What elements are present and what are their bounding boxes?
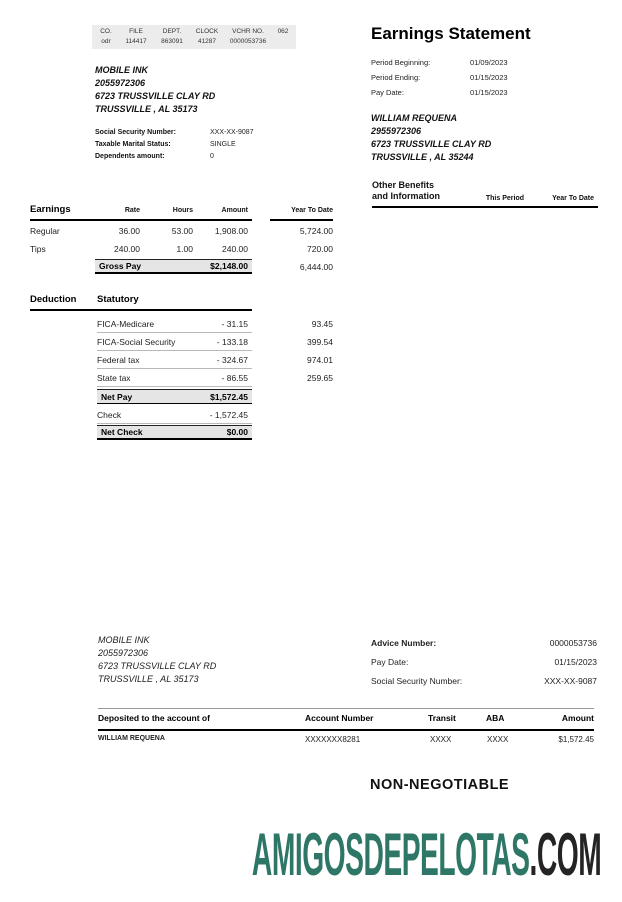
advice-number-label: Advice Number: xyxy=(371,638,437,648)
deduction-row-name: FICA-Medicare xyxy=(97,319,155,329)
other-benefits-col-this-period: This Period xyxy=(485,195,524,202)
meta-co-value: odr xyxy=(101,38,111,45)
company-address1: 6723 TRUSSVILLE CLAY RD xyxy=(95,91,216,101)
meta-vchr-label: VCHR NO. xyxy=(232,28,264,35)
deposit-col-account-of: Deposited to the account of xyxy=(98,713,210,723)
non-negotiable-text: NON-NEGOTIABLE xyxy=(370,777,510,793)
period-ending-label: Period Ending: xyxy=(371,73,421,82)
meta-vchr-value: 0000053736 xyxy=(229,38,267,45)
dependents-row xyxy=(95,151,254,163)
deposit-table xyxy=(98,708,594,750)
deduction-row-amount: - 133.18 xyxy=(216,337,248,347)
deduction-row-name: FICA-Social Security xyxy=(97,337,176,347)
marital-status-value: SINGLE xyxy=(210,141,236,148)
meta-dept-value: 863091 xyxy=(161,38,183,45)
deposit-col-aba: ABA xyxy=(486,713,505,723)
watermark-brand-text: AMIGOSDEPELOTAS xyxy=(251,821,530,888)
net-check-label: Net Check xyxy=(101,427,143,437)
deduction-title: Deduction xyxy=(30,294,77,305)
deduction-row-ytd: 259.65 xyxy=(307,373,333,383)
deduction-row-name: Federal tax xyxy=(97,355,140,365)
footer-pay-date-value: 01/15/2023 xyxy=(554,657,597,667)
meta-file-label: FILE xyxy=(129,28,143,35)
period-info-block xyxy=(371,55,508,100)
company-address-block xyxy=(95,64,215,116)
other-benefits-title-line2: and Information xyxy=(372,191,440,201)
meta-clock-value: 41287 xyxy=(197,38,217,45)
earnings-row-name: Regular xyxy=(30,226,60,236)
net-check-amount: $0.00 xyxy=(226,427,248,437)
earnings-row-name: Tips xyxy=(30,244,46,254)
net-check-row xyxy=(97,425,252,440)
deduction-row-ytd: 93.45 xyxy=(311,319,333,329)
deduction-row xyxy=(97,370,252,387)
company-address2: TRUSSVILLE , AL 35173 xyxy=(95,104,198,114)
deduction-row-name: State tax xyxy=(97,373,131,383)
deduction-row-ytd: 399.54 xyxy=(307,337,333,347)
footer-ssn-value: XXX-XX-9087 xyxy=(544,676,597,686)
earnings-col-ytd: Year To Date xyxy=(291,207,333,214)
footer-pay-date-label: Pay Date: xyxy=(371,657,409,667)
pay-date-value: 01/15/2023 xyxy=(470,88,508,97)
deduction-header-rule xyxy=(30,309,252,311)
dependents-label: Dependents amount: xyxy=(95,153,165,160)
deduction-row-amount: - 324.67 xyxy=(216,355,248,365)
earnings-row-ytd: 720.00 xyxy=(307,244,333,254)
earnings-row-rate: 36.00 xyxy=(118,226,140,236)
deduction-row-amount: - 31.15 xyxy=(221,319,248,329)
footer-company-phone: 2055972306 xyxy=(98,648,149,658)
footer-ssn-row xyxy=(371,672,597,691)
earnings-title: Earnings xyxy=(30,204,71,215)
earnings-row-amount: 1,908.00 xyxy=(214,226,248,236)
employee-address1: 6723 TRUSSVILLE CLAY RD xyxy=(371,139,492,149)
employee-name: WILLIAM REQUENA xyxy=(371,113,457,123)
gross-pay-label: Gross Pay xyxy=(99,261,142,271)
deposit-col-amount: Amount xyxy=(561,713,594,723)
net-pay-label: Net Pay xyxy=(101,391,133,402)
other-benefits-section xyxy=(372,180,598,208)
net-pay-amount: $1,572.45 xyxy=(210,391,248,402)
period-ending-row xyxy=(371,70,508,85)
deposit-col-account-number: Account Number xyxy=(305,713,374,723)
deposit-header-rule xyxy=(98,729,594,731)
earnings-row-hours: 53.00 xyxy=(171,226,193,236)
net-pay-row xyxy=(97,389,252,404)
earnings-ytd-header-rule xyxy=(270,219,333,221)
marital-status-label: Taxable Marital Status: xyxy=(95,141,171,148)
check-amount: - 1,572.45 xyxy=(209,410,248,420)
deduction-row-amount: - 86.55 xyxy=(221,373,248,383)
footer-company-address1: 6723 TRUSSVILLE CLAY RD xyxy=(98,661,217,671)
deduction-row xyxy=(97,352,252,369)
employee-phone: 2955972306 xyxy=(371,126,422,136)
other-benefits-col-ytd: Year To Date xyxy=(552,195,594,202)
advice-number-row xyxy=(371,634,597,653)
other-benefits-rule xyxy=(372,206,598,208)
deposit-transit-value: XXXX xyxy=(430,735,452,744)
ssn-value: XXX-XX-9087 xyxy=(210,129,254,136)
earnings-header-rule xyxy=(30,219,252,221)
employee-address-block xyxy=(371,112,491,164)
employee-info-block xyxy=(95,127,254,163)
deduction-row-ytd: 974.01 xyxy=(307,355,333,365)
marital-status-row xyxy=(95,139,254,151)
other-benefits-title-line1: Other Benefits xyxy=(372,180,435,190)
deposit-account-number-value: XXXXXXX8281 xyxy=(305,735,361,744)
deposit-amount-value: $1,572.45 xyxy=(558,735,594,744)
earnings-row-hours: 1.00 xyxy=(176,244,193,254)
period-beginning-row xyxy=(371,55,508,70)
period-beginning-label: Period Beginning: xyxy=(371,58,431,67)
earnings-row-rate: 240.00 xyxy=(114,244,140,254)
deduction-row xyxy=(97,316,252,333)
deduction-table xyxy=(30,294,335,444)
deduction-subtitle: Statutory xyxy=(97,294,139,305)
amigosdepelotas-watermark xyxy=(251,821,601,888)
period-beginning-value: 01/09/2023 xyxy=(470,58,508,67)
footer-pay-date-row xyxy=(371,653,597,672)
gross-pay-row xyxy=(95,259,252,274)
company-name: MOBILE INK xyxy=(95,65,148,75)
meta-empty-cell xyxy=(272,38,294,45)
earnings-col-hours: Hours xyxy=(172,207,193,214)
meta-dept-label: DEPT. xyxy=(162,28,182,35)
watermark-tld-text: .COM xyxy=(529,821,601,888)
footer-company-address-block xyxy=(98,634,216,686)
payroll-meta-table xyxy=(92,25,296,49)
earnings-row-ytd: 5,724.00 xyxy=(299,226,333,236)
gross-pay-amount: $2,148.00 xyxy=(210,261,248,271)
period-ending-value: 01/15/2023 xyxy=(470,73,508,82)
advice-number-value: 0000053736 xyxy=(549,638,597,648)
dependents-value: 0 xyxy=(210,153,214,160)
earnings-row-amount: 240.00 xyxy=(222,244,248,254)
footer-ssn-label: Social Security Number: xyxy=(371,676,463,686)
check-label: Check xyxy=(97,410,122,420)
page-title: Earnings Statement xyxy=(371,24,531,43)
deposit-col-transit: Transit xyxy=(428,713,456,723)
pay-date-label: Pay Date: xyxy=(371,88,404,97)
check-row xyxy=(97,407,252,424)
footer-company-address2: TRUSSVILLE , AL 35173 xyxy=(98,674,199,684)
company-phone: 2055972306 xyxy=(95,78,146,88)
earnings-col-rate: Rate xyxy=(124,207,140,214)
meta-co-label: CO. xyxy=(100,28,112,35)
earnings-table xyxy=(30,204,335,282)
earnings-col-amount: Amount xyxy=(221,207,248,214)
advice-info-block xyxy=(371,634,597,691)
employee-address2: TRUSSVILLE , AL 35244 xyxy=(371,152,474,162)
meta-file-value: 114417 xyxy=(125,38,147,45)
ssn-row xyxy=(95,127,254,139)
footer-company-name: MOBILE INK xyxy=(98,635,150,645)
deposit-aba-value: XXXX xyxy=(487,735,509,744)
meta-extra-value: 062 xyxy=(277,28,289,35)
deduction-row xyxy=(97,334,252,351)
ssn-label: Social Security Number: xyxy=(95,129,176,136)
gross-pay-ytd: 6,444.00 xyxy=(299,262,333,272)
pay-date-row xyxy=(371,85,508,100)
meta-clock-label: CLOCK xyxy=(195,28,219,35)
deposit-account-of-value: WILLIAM REQUENA xyxy=(98,735,165,742)
